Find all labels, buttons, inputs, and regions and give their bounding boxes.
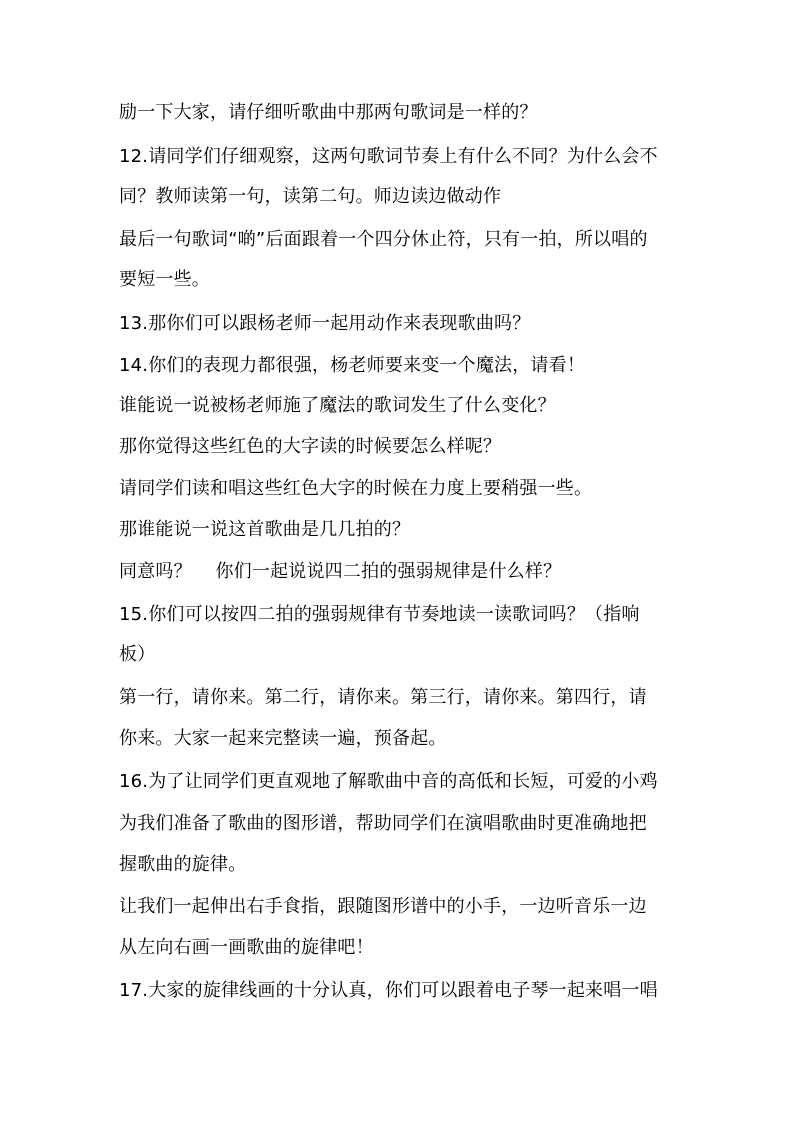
text-line: 请同学们读和唱这些红色大字的时候在力度上要稍强一些。 bbox=[119, 478, 593, 499]
text-line: 同意吗？ 你们一起说说四二拍的强弱规律是什么样？ bbox=[119, 561, 562, 582]
text-line: 握歌曲的旋律。 bbox=[119, 854, 247, 875]
text-line: 那你觉得这些红色的大字读的时候要怎么样呢？ bbox=[119, 436, 502, 457]
text-line: 从左向右画一画歌曲的旋律吧！ bbox=[119, 937, 374, 958]
text-line: 励一下大家，请仔细听歌曲中那两句歌词是一样的？ bbox=[119, 102, 538, 123]
text-line: 为我们准备了歌曲的图形谱，帮助同学们在演唱歌曲时更准确地把 bbox=[119, 813, 647, 834]
text-line: 你来。大家一起来完整读一遍，预备起。 bbox=[119, 728, 447, 749]
text-line: 板） bbox=[119, 644, 156, 665]
text-line: 第一行，请你来。第二行，请你来。第三行，请你来。第四行，请 bbox=[119, 687, 647, 708]
text-line: 16.为了让同学们更直观地了解歌曲中音的高低和长短，可爱的小鸡 bbox=[119, 771, 658, 792]
text-line: 最后一句歌词“啲”后面跟着一个四分休止符，只有一拍，所以唱的 bbox=[119, 229, 648, 250]
text-line: 谁能说一说被杨老师施了魔法的歌词发生了什么变化？ bbox=[119, 395, 556, 416]
text-line: 要短一些。 bbox=[119, 269, 210, 290]
text-line: 17.大家的旋律线画的十分认真，你们可以跟着电子琴一起来唱一唱 bbox=[119, 980, 658, 1001]
text-line: 15.你们可以按四二拍的强弱规律有节奏地读一读歌词吗？（指响 bbox=[119, 604, 640, 625]
text-line: 让我们一起伸出右手食指，跟随图形谱中的小手，一边听音乐一边 bbox=[119, 896, 647, 917]
text-line: 13.那你们可以跟杨老师一起用动作来表现歌曲吗？ bbox=[119, 313, 531, 334]
text-line: 14.你们的表现力都很强，杨老师要来变一个魔法，请看！ bbox=[119, 355, 586, 376]
text-line: 同？教师读第一句，读第二句。师边读边做动作 bbox=[119, 186, 502, 207]
text-line: 那谁能说一说这首歌曲是几几拍的？ bbox=[119, 519, 411, 540]
text-line: 12.请同学们仔细观察，这两句歌词节奏上有什么不同？为什么会不 bbox=[119, 146, 658, 167]
